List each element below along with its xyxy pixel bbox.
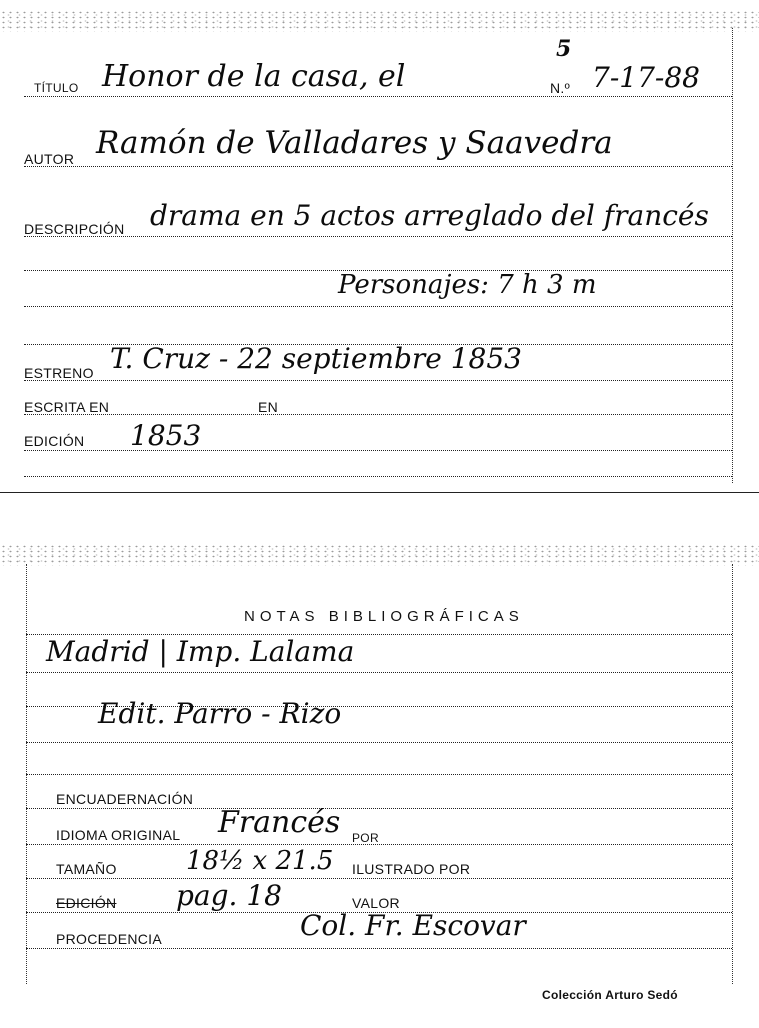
rule-estreno <box>24 380 732 381</box>
estreno-value: T. Cruz - 22 septiembre 1853 <box>110 342 522 375</box>
note-line-2: Edit. Parro - Rizo <box>98 697 342 730</box>
rule-procedencia <box>26 948 732 949</box>
rule-notas-5 <box>26 774 732 775</box>
ilustrado-label: ILUSTRADO POR <box>352 861 471 877</box>
catalog-card-main <box>0 0 759 495</box>
note-line-1: Madrid | Imp. Lalama <box>46 635 355 668</box>
valor-label: VALOR <box>352 895 400 911</box>
titulo-value: Honor de la casa, el <box>102 59 406 94</box>
titulo-label: TÍTULO <box>34 81 79 95</box>
descripcion-label: DESCRIPCIÓN <box>24 221 125 237</box>
rule-encuadernacion <box>26 808 732 809</box>
notas-title: NOTAS BIBLIOGRÁFICAS <box>244 608 524 625</box>
escrita-en-label: ESCRITA EN <box>24 399 110 415</box>
escrita-en-label-2: EN <box>258 399 279 415</box>
rule-autor <box>24 166 732 167</box>
rule-idioma <box>26 844 732 845</box>
edicion-value-2: pag. 18 <box>176 879 282 912</box>
rule-bottom <box>24 476 732 477</box>
card-separator <box>0 492 759 493</box>
numero-label: N.º <box>550 80 571 96</box>
autor-label: AUTOR <box>24 151 75 167</box>
card-top-edge <box>0 10 759 32</box>
card-top-edge-2 <box>0 544 759 566</box>
personajes-value: Personajes: 7 h 3 m <box>338 270 597 300</box>
card-right-edge <box>732 28 733 483</box>
idioma-label: IDIOMA ORIGINAL <box>56 827 181 843</box>
rule-tamano <box>26 878 732 879</box>
rule-descripcion-3 <box>24 306 732 307</box>
procedencia-label: PROCEDENCIA <box>56 931 162 947</box>
rule-descripcion <box>24 236 732 237</box>
procedencia-value: Col. Fr. Escovar <box>300 909 526 942</box>
autor-value: Ramón de Valladares y Saavedra <box>96 125 613 161</box>
estreno-label: ESTRENO <box>24 365 94 381</box>
edicion-label: EDICIÓN <box>24 433 85 449</box>
tamano-label: TAMAÑO <box>56 861 117 877</box>
catalog-card-notes <box>0 540 759 1028</box>
descripcion-value: drama en 5 actos arreglado del francés <box>150 199 709 232</box>
rule-titulo <box>24 96 732 97</box>
card-right-edge-2 <box>732 564 733 984</box>
edicion-value: 1853 <box>130 419 202 452</box>
rule-notas-4 <box>26 742 732 743</box>
por-label: POR <box>352 831 379 845</box>
rule-escrita <box>24 414 732 415</box>
numero-value: 7-17-88 <box>592 61 700 94</box>
tamano-value: 18½ x 21.5 <box>186 846 334 876</box>
corner-number: 5 <box>556 36 572 62</box>
encuadernacion-label: ENCUADERNACIÓN <box>56 791 194 807</box>
edicion-label-2: EDICIÓN <box>56 895 117 911</box>
collection-credit: Colección Arturo Sedó <box>542 988 678 1002</box>
rule-notas-2 <box>26 672 732 673</box>
idioma-value: Francés <box>218 805 341 840</box>
